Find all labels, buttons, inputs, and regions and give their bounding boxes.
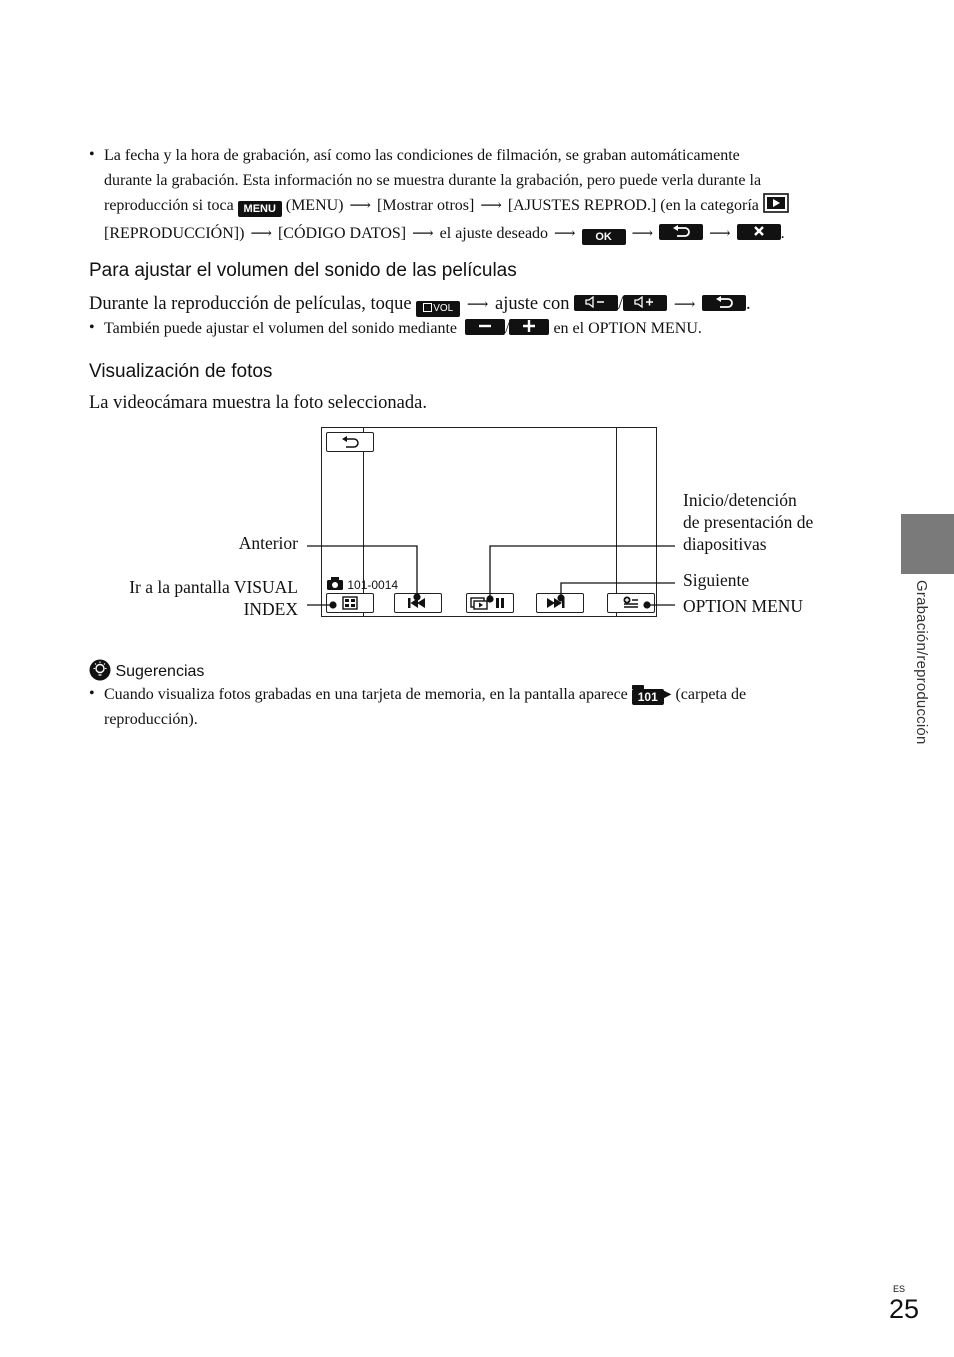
- tips-line-1: [104, 683, 869, 708]
- tips-note: [104, 683, 869, 732]
- section-tab-label: Grabación/reproducción: [913, 580, 930, 745]
- arrow-icon: ⟶: [709, 225, 731, 242]
- tips-header: [89, 659, 204, 683]
- tips-line-2: reproducción).: [104, 710, 198, 728]
- menu-icon: MENU: [238, 201, 282, 217]
- previous-icon: [395, 594, 441, 612]
- section-tab-marker: [901, 514, 954, 574]
- label-next: Siguiente: [683, 570, 750, 590]
- lightbulb-icon: [89, 659, 111, 681]
- note-text: en el OPTION MENU.: [553, 320, 702, 337]
- option-menu-icon: [608, 594, 654, 612]
- intro-text: el ajuste deseado: [439, 224, 549, 242]
- screen-guide-line-right: [616, 428, 617, 616]
- instruction-text: .: [746, 294, 751, 314]
- bullet: •: [89, 685, 95, 702]
- photo-heading: Visualización de fotos: [89, 361, 273, 382]
- visual-index-icon: [327, 594, 373, 612]
- close-icon: [737, 224, 781, 240]
- intro-line-4: [104, 222, 869, 247]
- file-number-row: [326, 577, 398, 592]
- page-number: 25: [889, 1294, 920, 1324]
- tips-text: Cuando visualiza fotos grabadas en una tarjeta de memoria, en la pantalla aparece: [104, 686, 628, 703]
- intro-text: [CÓDIGO DATOS]: [277, 224, 407, 242]
- intro-text: reproducción si toca: [104, 197, 234, 214]
- volume-up-icon: [623, 295, 667, 311]
- intro-line-2: durante la grabación. Esta información no se muestra durante la grabación, pero puede verla durante la: [104, 171, 762, 189]
- bullet: •: [89, 146, 95, 163]
- intro-text: [AJUSTES REPROD.] (en la categoría: [507, 197, 759, 214]
- previous-button[interactable]: [394, 593, 442, 613]
- plus-icon: [509, 319, 549, 335]
- next-button[interactable]: [536, 593, 584, 613]
- volume-icon: [416, 301, 460, 317]
- intro-note: [104, 144, 869, 246]
- arrow-icon: ⟶: [250, 225, 272, 242]
- label-visual-index: [98, 576, 298, 620]
- visual-index-button[interactable]: [326, 593, 374, 613]
- language-code: ES: [893, 1284, 906, 1294]
- folder-number: 101: [637, 690, 658, 704]
- arrow-icon: ⟶: [466, 297, 489, 313]
- note-text: También puede ajustar el volumen del sonido mediante: [104, 320, 457, 337]
- arrow-icon: ⟶: [349, 198, 372, 214]
- folder-arrow-icon: ▶: [663, 689, 672, 700]
- playback-category-icon: [763, 193, 789, 222]
- slideshow-button[interactable]: [466, 593, 514, 613]
- file-number: 101-0014: [347, 578, 399, 592]
- arrow-icon: ⟶: [480, 198, 502, 214]
- option-menu-button[interactable]: [607, 593, 655, 613]
- tips-title: Sugerencias: [115, 663, 205, 680]
- label-visual-index-line2: INDEX: [243, 599, 298, 619]
- slash: /: [618, 294, 624, 314]
- intro-text: (MENU): [285, 197, 344, 214]
- intro-text: .: [780, 224, 785, 242]
- volume-instruction: [89, 292, 751, 317]
- arrow-icon: ⟶: [412, 225, 434, 242]
- instruction-text: ajuste con: [494, 294, 570, 314]
- label-slideshow-line1: Inicio/detención: [683, 490, 797, 510]
- return-icon: [702, 295, 746, 311]
- label-slideshow-line2: de presentación de: [683, 512, 814, 532]
- intro-line-3: [104, 193, 869, 222]
- return-icon: [327, 433, 373, 451]
- arrow-icon: ⟶: [631, 225, 654, 242]
- return-button[interactable]: [326, 432, 374, 452]
- ok-button-icon: OK: [582, 229, 626, 245]
- folder-101-icon: [632, 689, 664, 705]
- arrow-icon: ⟶: [673, 297, 696, 313]
- intro-line-1: La fecha y la hora de grabación, así como las condiciones de filmación, se graban automáticamente: [104, 147, 740, 164]
- volume-note: [104, 318, 702, 340]
- arrow-icon: ⟶: [554, 225, 576, 242]
- intro-text: [REPRODUCCIÓN]): [104, 224, 245, 242]
- slash: /: [505, 320, 510, 337]
- label-previous: Anterior: [238, 533, 298, 553]
- label-slideshow: [683, 489, 853, 555]
- label-visual-index-line1: Ir a la pantalla VISUAL: [129, 577, 298, 597]
- minus-icon: [465, 319, 505, 335]
- label-slideshow-line3: diapositivas: [683, 534, 767, 554]
- camera-icon: [326, 577, 344, 590]
- bullet: •: [89, 319, 95, 336]
- volume-heading: Para ajustar el volumen del sonido de las películas: [89, 260, 517, 281]
- return-icon: [659, 224, 703, 240]
- instruction-text: Durante la reproducción de películas, toque: [89, 294, 412, 314]
- intro-text: [Mostrar otros]: [377, 197, 475, 214]
- volume-icon-label: VOL: [433, 303, 454, 314]
- photo-intro: La videocámara muestra la foto seleccionada.: [89, 393, 427, 413]
- volume-down-icon: [574, 295, 618, 311]
- label-option-menu: OPTION MENU: [683, 596, 804, 616]
- next-icon: [537, 594, 583, 612]
- tips-text: (carpeta de: [675, 686, 747, 703]
- slideshow-icon: [467, 594, 513, 612]
